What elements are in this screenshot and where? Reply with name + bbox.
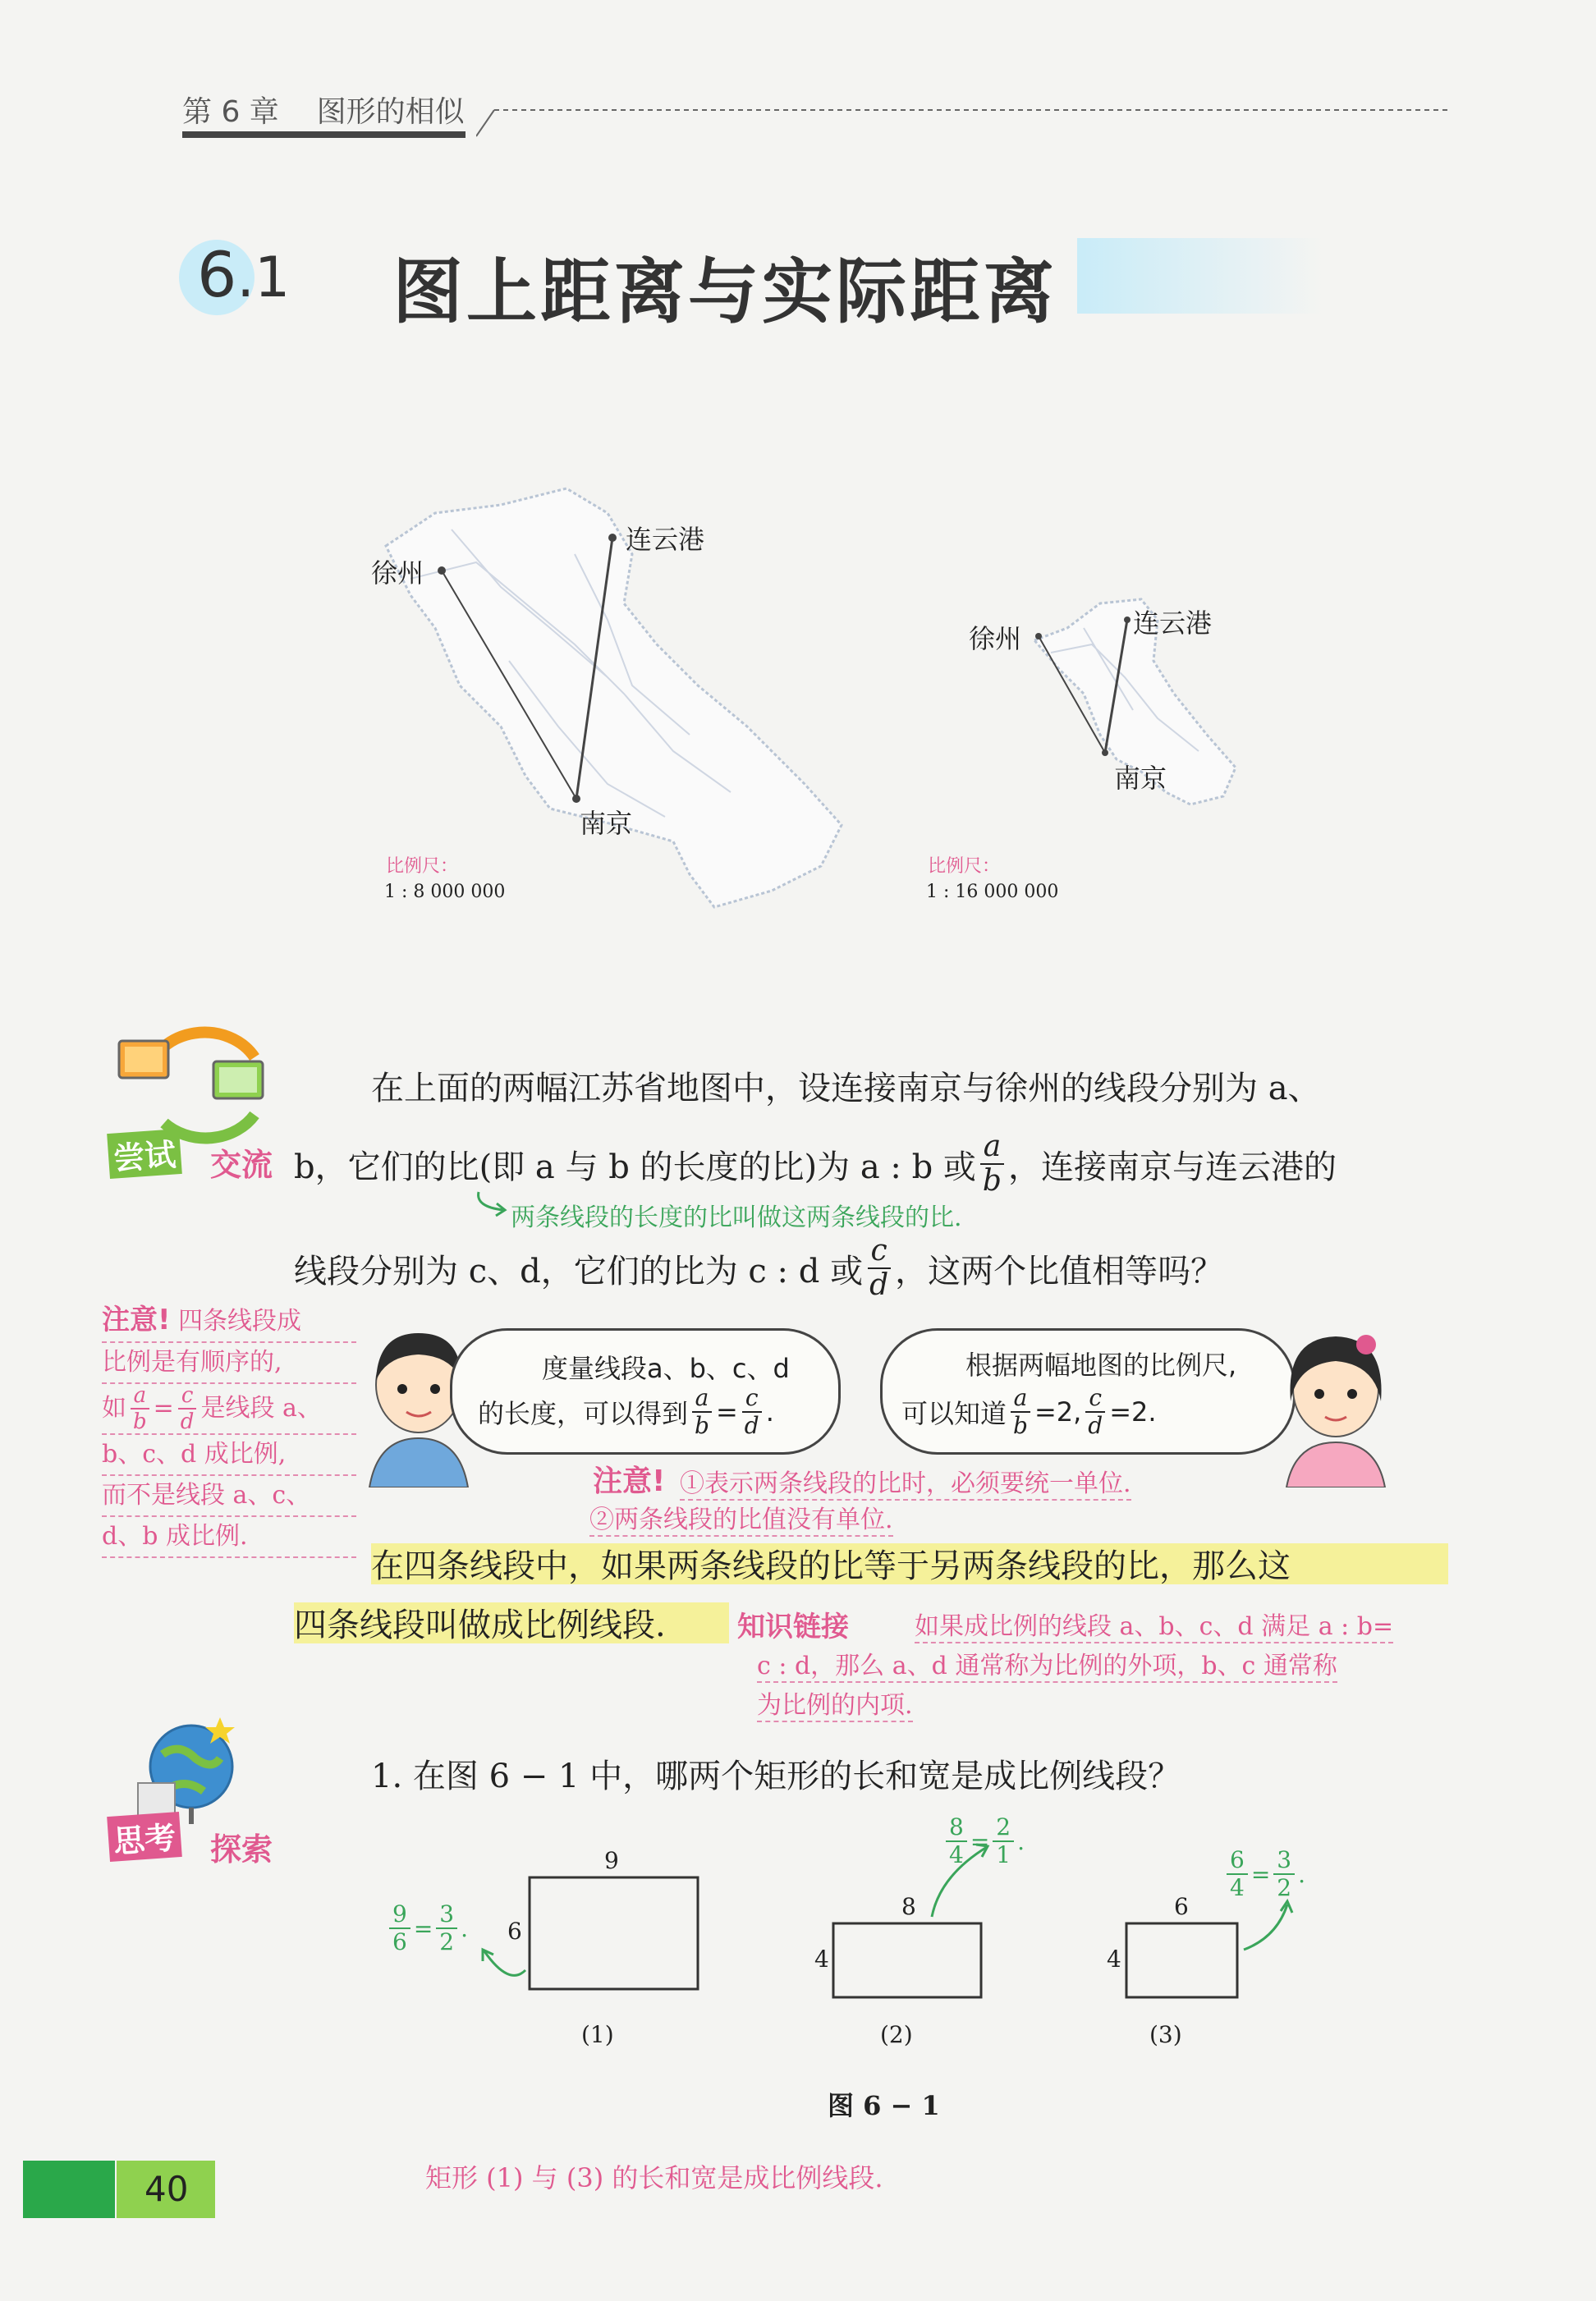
section-title-bar bbox=[1077, 238, 1323, 314]
small-map-scale-value: 1 : 16 000 000 bbox=[926, 882, 1059, 902]
figure-caption: 图 6 − 1 bbox=[828, 2090, 940, 2121]
rect-2-ratio-note: $\frac{8}{4}$ = $\frac{2}{1}$ . bbox=[942, 1816, 1025, 1867]
rectangle-1 bbox=[530, 1877, 698, 1989]
rect-1-ratio-note: $\frac{9}{6}$ = $\frac{3}{2}$ . bbox=[386, 1903, 468, 1954]
large-map-scale-label: 比例尺： bbox=[386, 856, 459, 877]
figure-6-1 bbox=[361, 1802, 1330, 2073]
rect-2-top-length: 8 bbox=[901, 1893, 916, 1920]
note-left: 注意! 四条线段成 比例是有顺序的, 如 $\frac{a}{b}$ = $\frac{c}{d}$ 是线段 a、 b、c、d 成比例, 而不是线段 a、c、 d、b 成比例. bbox=[102, 1300, 356, 1558]
paragraph-1-line-2: b，它们的比(即 a 与 b 的长度的比)为 a : b 或 $\frac{a}{b}$ ，连接南京与连云港的 bbox=[294, 1130, 1337, 1198]
bubble-girl-line-1: 根据两幅地图的比例尺, bbox=[965, 1350, 1237, 1381]
note-mid-line-2: ②两条线段的比值没有单位. bbox=[589, 1499, 893, 1537]
chapter-title: 图形的相似 bbox=[316, 95, 465, 129]
header-underline bbox=[182, 131, 466, 138]
rect-1-side-length: 6 bbox=[507, 1918, 522, 1945]
computers-exchange-icon bbox=[115, 1024, 279, 1148]
rect-1-label: (1) bbox=[581, 2021, 614, 2048]
badge-explore: 探索 bbox=[210, 1831, 273, 1868]
note-mid-line-1: ①表示两条线段的比时，必须要统一单位. bbox=[680, 1463, 1131, 1501]
annotation-arrow bbox=[472, 1190, 509, 1223]
fraction-c-over-d: $\frac{c}{d}$ bbox=[866, 1236, 892, 1300]
rect-1-top-length: 9 bbox=[604, 1847, 619, 1874]
definition-line-2: 四条线段叫做成比例线段. bbox=[294, 1607, 666, 1644]
large-map-nanjing: 南京 bbox=[580, 808, 633, 839]
badge-exchange: 交流 bbox=[210, 1147, 273, 1183]
note-left-label: 注意! bbox=[102, 1304, 171, 1336]
girl-avatar bbox=[1274, 1323, 1397, 1487]
small-map-nanjing: 南京 bbox=[1114, 763, 1167, 794]
fraction-a-over-b: $\frac{a}{b}$ bbox=[979, 1132, 1005, 1196]
knowledge-link-line-3: 为比例的内项. bbox=[757, 1684, 913, 1722]
note-mid-label: 注意! bbox=[593, 1464, 666, 1498]
rect-2-side-length: 4 bbox=[814, 1946, 829, 1973]
large-map-scale-value: 1 : 8 000 000 bbox=[384, 882, 506, 902]
bubble-boy-line-2: 的长度，可以得到 $\frac{a}{b}$ = $\frac{c}{d}$ . bbox=[478, 1384, 774, 1439]
paragraph-1-line-1: 在上面的两幅江苏省地图中，设连接南京与徐州的线段分别为 a、 bbox=[371, 1070, 1321, 1107]
section-number: 6.1 bbox=[197, 238, 291, 311]
small-map-lianyungang: 连云港 bbox=[1133, 607, 1213, 639]
answer-text: 矩形 (1) 与 (3) 的长和宽是成比例线段. bbox=[425, 2162, 883, 2193]
chapter-header bbox=[182, 89, 465, 131]
footer-green-bar bbox=[23, 2161, 115, 2218]
small-map-scale-label: 比例尺： bbox=[928, 856, 1001, 877]
paragraph-1-line-3: 线段分别为 c、d，它们的比为 c : d 或 $\frac{c}{d}$ ，这两个比值相等吗？ bbox=[294, 1234, 1224, 1302]
rect-3-label: (3) bbox=[1149, 2021, 1182, 2048]
question-1: 1. 在图 6 − 1 中，哪两个矩形的长和宽是成比例线段？ bbox=[371, 1758, 1181, 1795]
knowledge-link-line-1: 如果成比例的线段 a、b、c、d 满足 a : b= bbox=[915, 1606, 1393, 1643]
definition-line-1: 在四条线段中，如果两条线段的比等于另两条线段的比，那么这 bbox=[371, 1547, 1291, 1585]
small-map-xuzhou: 徐州 bbox=[969, 623, 1022, 654]
header-dashed-line bbox=[476, 99, 1453, 140]
badge-try: 尝试 bbox=[107, 1129, 182, 1179]
rect-3-top-length: 6 bbox=[1174, 1893, 1189, 1920]
chapter-number: 第 6 章 bbox=[182, 95, 279, 129]
rect-3-side-length: 4 bbox=[1107, 1946, 1121, 1973]
section-title: 图上距离与实际距离 bbox=[392, 251, 1057, 333]
page-number: 40 bbox=[144, 2169, 189, 2209]
rect-2-label: (2) bbox=[880, 2021, 913, 2048]
large-map-xuzhou: 徐州 bbox=[371, 557, 424, 589]
rect-3-ratio-note: $\frac{6}{4}$ = $\frac{3}{2}$ . bbox=[1223, 1849, 1305, 1900]
bubble-boy-line-1: 度量线段a、b、c、d bbox=[542, 1353, 790, 1384]
knowledge-link-label: 知识链接 bbox=[737, 1611, 849, 1643]
badge-think: 思考 bbox=[107, 1812, 182, 1862]
rectangle-2 bbox=[833, 1923, 981, 1997]
large-map-lianyungang: 连云港 bbox=[626, 524, 705, 555]
annotation-ratio-definition: 两条线段的长度的比叫做这两条线段的比. bbox=[511, 1203, 962, 1232]
bubble-girl-line-2: 可以知道 $\frac{a}{b}$ =2, $\frac{c}{d}$ =2. bbox=[901, 1384, 1157, 1439]
rectangle-3 bbox=[1126, 1923, 1237, 1997]
knowledge-link-line-2: c : d，那么 a、d 通常称为比例的外项，b、c 通常称 bbox=[757, 1645, 1337, 1683]
